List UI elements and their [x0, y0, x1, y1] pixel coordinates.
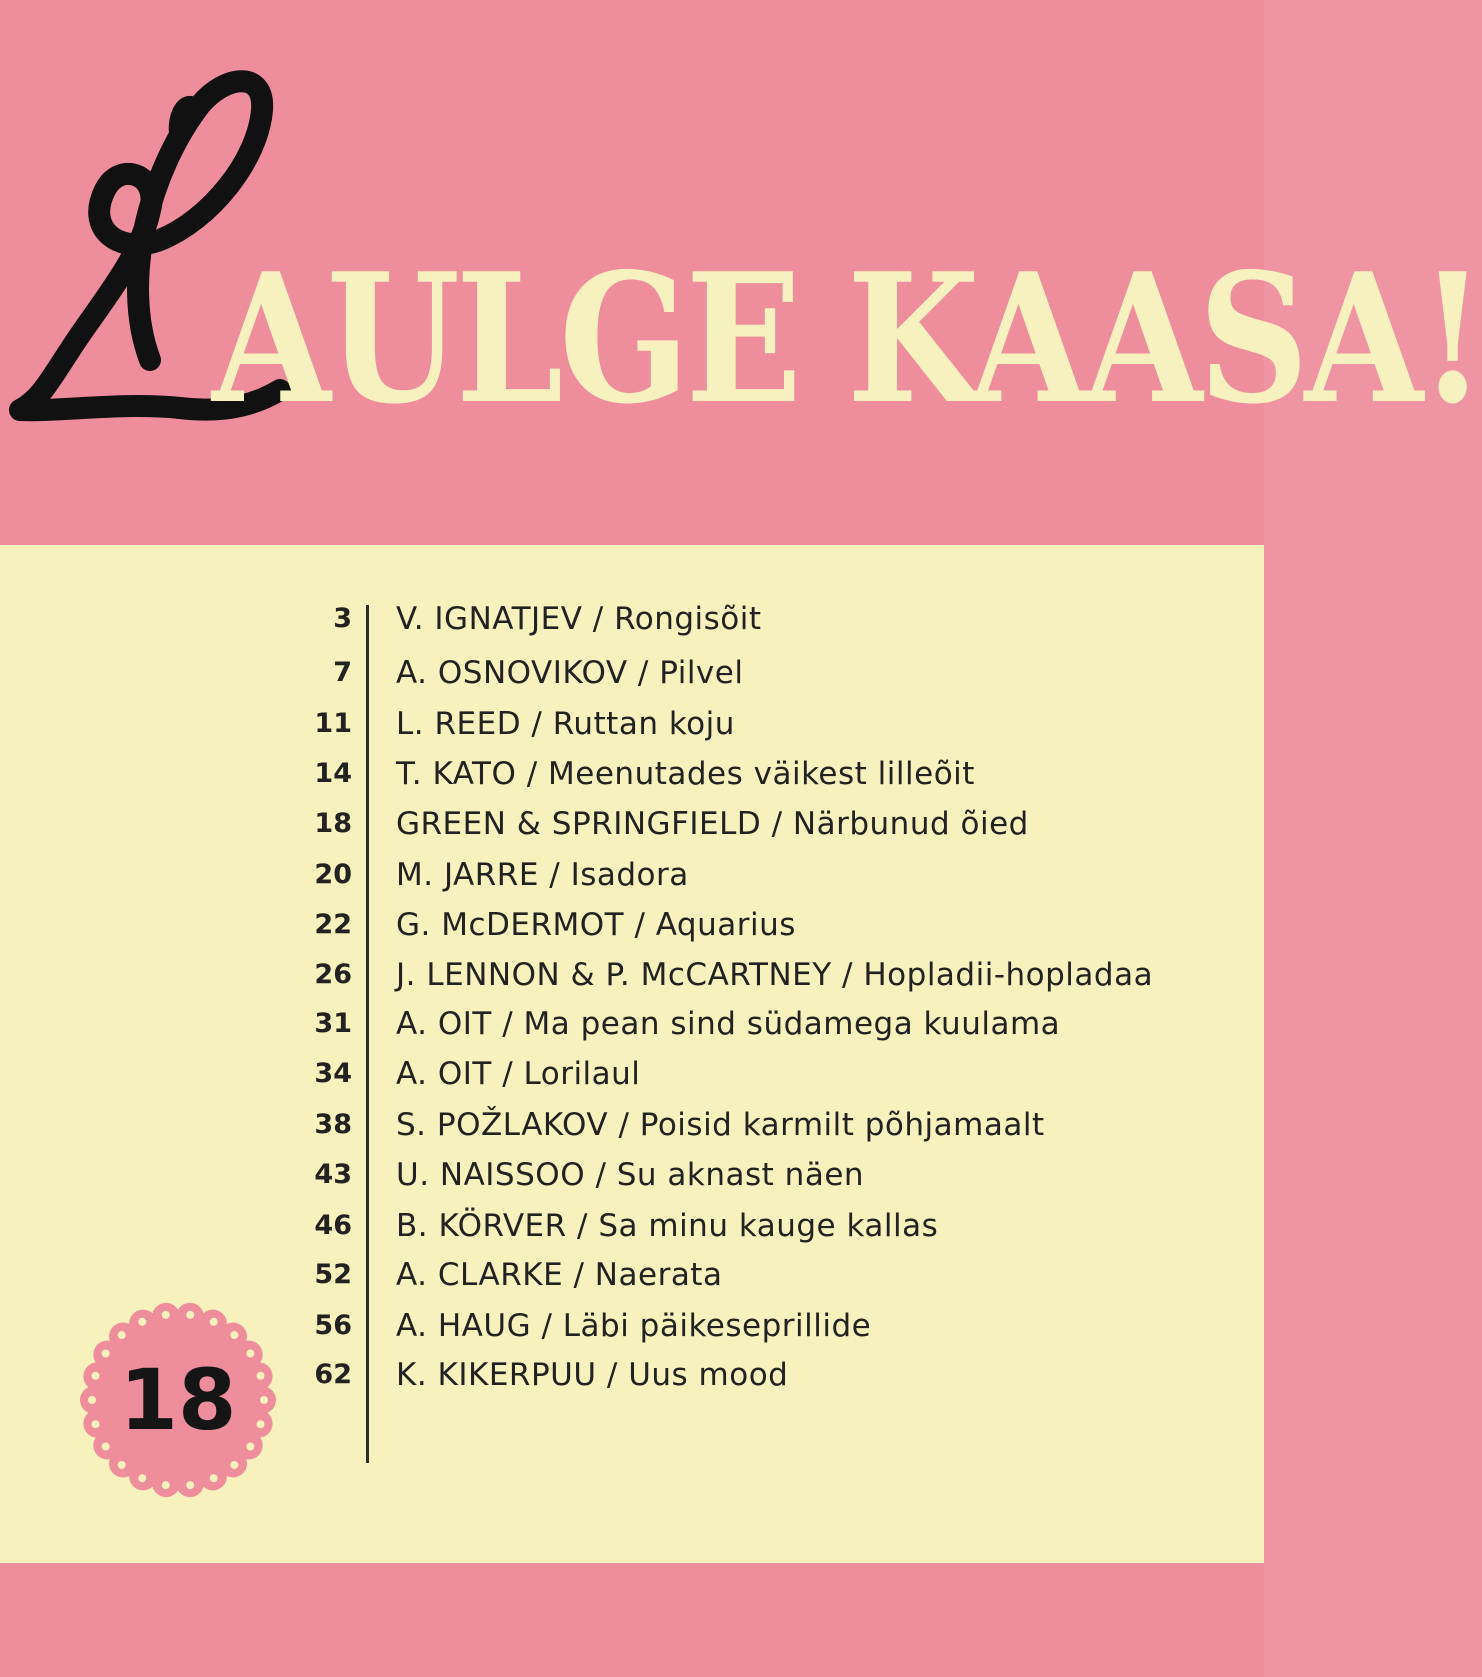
toc-row [0, 1204, 1264, 1254]
toc-entry: K. KIKERPUU / Uus mood [396, 1357, 789, 1393]
toc-entry: A. OSNOVIKOV / Pilvel [396, 655, 744, 691]
toc-page-number: 3 [333, 603, 352, 634]
toc-row [0, 1253, 1264, 1303]
toc-page-number: 22 [314, 909, 352, 940]
toc-page-number: 34 [314, 1058, 352, 1089]
toc-entry: B. KÖRVER / Sa minu kauge kallas [396, 1208, 939, 1244]
toc-page-number: 62 [314, 1359, 352, 1390]
toc-entry: J. LENNON & P. McCARTNEY / Hopladii-hopladaa [396, 957, 1154, 993]
toc-entry: M. JARRE / Isadora [396, 857, 689, 893]
toc-row [0, 1103, 1264, 1153]
magazine-title: AULGE KAASA! [212, 234, 1482, 443]
toc-page-number: 43 [314, 1159, 352, 1190]
toc-entry: A. OIT / Ma pean sind südamega kuulama [396, 1006, 1061, 1042]
toc-entry: G. McDERMOT / Aquarius [396, 907, 796, 943]
toc-entry: S. POŽLAKOV / Poisid karmilt põhjamaalt [396, 1107, 1045, 1143]
toc-row [0, 1153, 1264, 1203]
toc-page-number: 52 [314, 1259, 352, 1290]
toc-entry: A. HAUG / Läbi päikeseprillide [396, 1308, 872, 1344]
toc-row [0, 752, 1264, 802]
toc-entry: GREEN & SPRINGFIELD / Närbunud õied [396, 806, 1029, 842]
toc-row [0, 1002, 1264, 1052]
toc-page-number: 56 [314, 1310, 352, 1341]
toc-row [0, 702, 1264, 752]
toc-entry: L. REED / Ruttan koju [396, 706, 735, 742]
toc-row [0, 903, 1264, 953]
issue-number: 18 [119, 1351, 237, 1449]
footer-band [0, 1563, 1264, 1677]
toc-page-number: 11 [314, 708, 352, 739]
toc-row [0, 853, 1264, 903]
toc-row [0, 597, 1264, 647]
toc-page-number: 38 [314, 1109, 352, 1140]
toc-entry: U. NAISSOO / Su aknast näen [396, 1157, 865, 1193]
toc-page-number: 31 [314, 1008, 352, 1039]
toc-entry: T. KATO / Meenutades väikest lilleõit [396, 756, 975, 792]
toc-entry: A. CLARKE / Naerata [396, 1257, 723, 1293]
toc-row [0, 1052, 1264, 1102]
toc-entry: A. OIT / Lorilaul [396, 1056, 641, 1092]
toc-row [0, 802, 1264, 852]
toc-row [0, 953, 1264, 1003]
toc-page-number: 7 [333, 657, 352, 688]
toc-entry: V. IGNATJEV / Rongisõit [396, 601, 762, 637]
toc-page-number: 26 [314, 959, 352, 990]
toc-page-number: 18 [314, 808, 352, 839]
toc-page-number: 14 [314, 758, 352, 789]
toc-row [0, 651, 1264, 701]
toc-page-number: 20 [314, 859, 352, 890]
toc-page-number: 46 [314, 1210, 352, 1241]
